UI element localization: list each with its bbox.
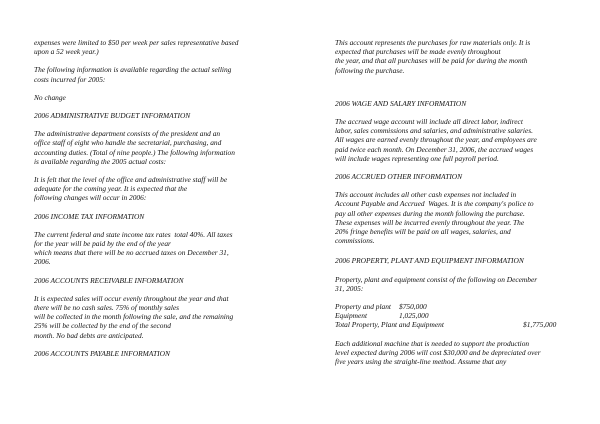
heading-accounts-receivable: 2006 ACCOUNTS RECEIVABLE INFORMATION [34,275,184,285]
heading-income-tax: 2006 INCOME TAX INFORMATION [34,211,145,221]
left-column [34,38,280,358]
heading-accrued-other: 2006 ACCRUED OTHER INFORMATION [335,172,463,182]
ppe-row-value: 1,025,000 [399,311,429,321]
heading-wage-salary: 2006 WAGE AND SALARY INFORMATION [335,98,467,108]
ppe-row-label: Total Property, Plant and Equipment [335,320,444,330]
right-column [335,38,571,366]
ppe-row [335,311,571,320]
heading-administrative-budget: 2006 ADMINISTRATIVE BUDGET INFORMATION [34,111,191,121]
paragraph-additional-machine: Each additional machine that is needed to support the production level expected during 2006 will cost $30,000 and be depreciated over five years using the straight-line method. Assume that any [335,338,541,367]
ppe-row-value: $750,000 [399,302,427,312]
paragraph-administrative: The administrative department consists of the president and an office staff of eight who handle the secretarial, purchasing, and accounting duties. (Total of nine people.) The following information is available regarding the 2005 actual costs: [34,129,235,166]
paragraph-selling-limit: expenses were limited to $50 per week per sales representative based upon a 52 week year.) [34,38,239,57]
ppe-row-label: Property and plant [335,302,391,312]
ppe-row [335,320,571,329]
paragraph-property-plant-equipment: Property, plant and equipment consist of the following on December 31, 2005: [335,274,538,293]
ppe-row-total: $1,775,000 [523,320,557,330]
paragraph-accrued-other: This account includes all other cash expenses not included in Account Payable and Accrued Wages. It is the company's police to pay all other expenses during the month following the purchase. These expenses will be incurred evenly throughout the year. The 20% fringe benefits will be paid on all wages, salaries, and commissions. [335,190,534,246]
ppe-table [335,302,571,330]
paragraph-income-tax: The current federal and state income tax rates total 40%. All taxes for the year will be paid by the end of the year which means that there will be no accrued taxes on December 31, 2006. [34,229,233,267]
ppe-row [335,302,571,311]
paragraph-accounts-receivable: It is expected sales will occur evenly throughout the year and that there will be no cash sales. 75% of monthly sales will be collected in the month following the sale, and the remaining 25% will be collected by the end of the second month. No bad debts are anticipated. [34,293,234,340]
paragraph-no-change: No change [34,92,66,102]
heading-property-plant-equipment: 2006 PROPERTY, PLANT AND EQUIPMENT INFORMATION [335,256,524,266]
heading-accounts-payable: 2006 ACCOUNTS PAYABLE INFORMATION [34,348,170,358]
paragraph-wage-salary: The accrued wage account will include all direct labor, indirect labor, sales commissions and salaries, and administrative salaries. All wages are earned evenly throughout the year, and employees are paid twice each month. On December 31, 2006, the accrued wages will include wages representing one full payroll period. [335,117,537,163]
ppe-row-label: Equipment [335,311,368,321]
paragraph-administrative-staff: It is felt that the level of the office and administrative staff will be adequate for the coming year. It is expected that the following changes will occur in 2006: [34,175,228,203]
paragraph-accounts-payable: This account represents the purchases for raw materials only. It is expected that purchases will be made evenly throughout the year, and that all purchases will be paid for during the month following the purchase. [335,38,531,75]
paragraph-selling-costs: The following information is available regarding the actual selling costs incurred for 2005: [34,65,232,84]
